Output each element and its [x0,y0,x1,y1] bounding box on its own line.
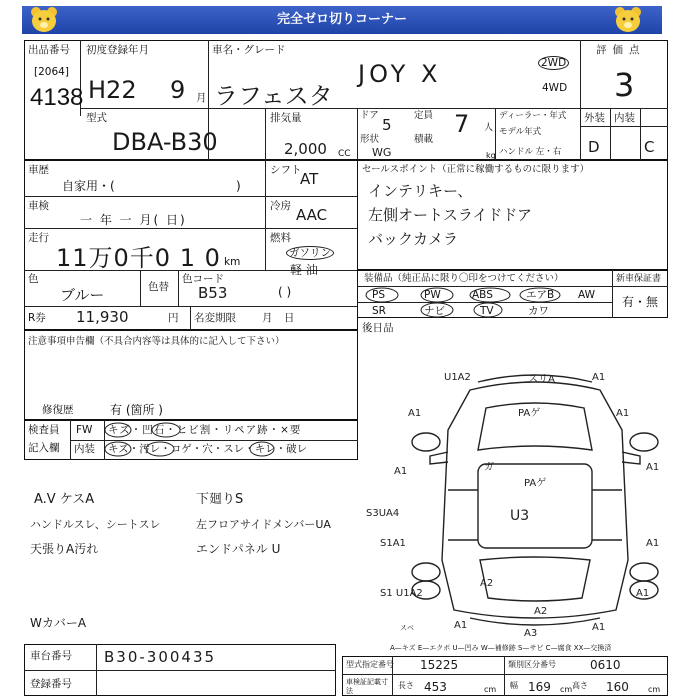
history-close: ) [236,179,241,193]
bear-mascot-icon [28,4,60,36]
drive-4wd: 4WD [542,82,568,94]
sales-line-3: バックカメラ [368,230,459,248]
repair-label: 修復歴 [42,404,74,416]
diagram-legend: A—キズ E—エクボ U—凹み W—補修跡 S—サビ C—腐食 XX—交換済 [390,644,612,652]
shift: AT [300,170,319,188]
cert-label: 車検証記載寸法 [346,678,388,695]
dealer-label: ディーラー・年式 [499,111,567,121]
shape: WG [372,146,392,159]
remark-4: 左フロアサイドメンバーUA [196,518,331,531]
ac: AAC [296,206,328,224]
diag-label: S3UA4 [366,508,400,519]
fuel-paren: ( ) [278,285,292,299]
recycle-unit: 円 [168,312,179,324]
diag-label: A1 [646,538,660,549]
inspection-value: 一 年 一 月( 日) [80,213,187,227]
diag-label: U3 [510,508,530,524]
score-label: 評価点 [596,44,646,56]
history-value: 自家用・( [62,179,115,193]
remark-6: エンドパネル U [196,542,281,556]
type-no: 15225 [420,658,459,672]
equipment-circles [362,286,612,318]
equip-leather: カワ [528,305,549,317]
diag-label: S1 U1A2 [380,588,423,599]
rear-seat-label: 後日品 [362,322,394,334]
banner [22,6,662,34]
diag-label: A1 [408,408,422,419]
exterior-label: 外装 [584,112,605,124]
load-unit: kg [486,151,496,160]
diag-label: S1A1 [380,538,406,549]
diag-label: A2 [534,606,548,617]
sales-label: セールスポイント（正常に稼働するものに限ります） [362,164,590,175]
diag-label: PAゲ [518,408,541,419]
inspector-label-1: 検査員 [28,424,60,436]
equip-navi: ナビ [424,305,445,317]
door-label: ドア [360,110,379,121]
capacity-label: 定員 [414,110,434,121]
exterior-grade: D [588,138,600,156]
displacement-unit: CC [338,149,351,159]
diag-label: A1 [454,620,468,631]
bear-mascot-icon [612,4,644,36]
color: ブルー [60,286,105,304]
remark-7: WカバーA [30,616,87,630]
lot-label: 出品番号 [28,44,70,56]
equip-ps: PS [372,289,385,301]
reg-label: 登録番号 [30,678,72,690]
shift-label: シフト [270,164,302,176]
len: 453 [424,680,447,694]
fw-label: FW [76,424,93,436]
diag-label: A1 [592,622,606,633]
ac-label: 冷房 [270,200,291,212]
equip-pw: PW [424,289,441,301]
diag-label: A1 [616,408,630,419]
diag-label: A1 [592,372,606,383]
chassis: B30-300435 [104,648,217,666]
type-no-label: 型式指定番号 [346,660,394,669]
diag-label: ガ [484,462,494,473]
drive-2wd: 2WD [538,56,569,70]
repair-value: 有 (箇所 ) [110,403,163,417]
sales-line-2: 左側オートスライドドア [368,206,532,224]
lot-code: [2064] [34,66,69,78]
fuel-label: 燃料 [270,232,291,244]
banner-title: 完全ゼロ切りコーナー [276,12,407,27]
category-label: 類別区分番号 [508,660,556,669]
car-damage-diagram [360,360,670,640]
load-label: 積載 [414,134,434,145]
diag-label: A1 [394,466,408,477]
remark-1: A.V ケスA [34,492,95,507]
lot-number: 4138 [30,84,84,111]
name-change-label: 名変期限 [194,312,236,324]
score: 3 [614,66,635,104]
mileage-label: 走行 [28,232,49,244]
model-label: 型式 [86,112,107,124]
model: DBA-B30 [112,128,218,156]
diag-label: A2 [480,578,494,589]
mileage: 11万0千0 1 0 [56,244,221,272]
equip-abs: ABS [472,289,493,301]
model-year-label: モデル年式 [499,127,542,137]
diag-label: U1A2 [444,372,471,383]
recycle-label: R券 [28,312,46,324]
doors: 5 [382,116,392,134]
diag-label: PAゲ [524,478,547,489]
sales-line-1: インテリキー、 [368,182,473,200]
shade-label: 色替 [148,281,169,293]
diag-label: A1 [646,462,660,473]
inspector-circles [104,420,358,460]
notes-label: 注意事項申告欄（不具合内容等は具体的に記入して下さい） [28,336,285,347]
diag-label: A3 [524,628,538,639]
equip-tv: TV [480,305,494,317]
hgt-unit: cm [648,685,661,694]
car-name: ラフェスタ [214,82,333,110]
first-reg-label: 初度登録年月 [86,44,149,56]
wid-label: 幅 [510,681,518,690]
shape-label: 形状 [360,134,380,145]
wid: 169 [528,680,551,694]
chassis-label: 車台番号 [30,650,72,662]
remark-3: ハンドルスレ、シートスレ [30,518,161,531]
grade: JOY X [358,60,442,88]
len-unit: cm [484,685,497,694]
first-reg-month-unit: 月 [196,92,207,104]
displacement: 2,000 [284,140,327,158]
color-code-label: 色コード [182,273,224,285]
int-items: キズ・汚レ・コゲ・穴・スレ・キレ・破レ [108,443,308,455]
equip-airbag: エアB [526,289,555,301]
displacement-label: 排気量 [270,112,302,124]
inspector-label-2: 記入欄 [28,442,60,454]
diag-label: スリA [528,374,555,385]
wid-unit: cm [560,685,573,694]
color-code: B53 [198,284,228,302]
warranty-value: 有・無 [622,295,659,309]
diag-label: スベ [400,624,414,632]
capacity-unit: 人 [484,123,494,133]
inspection-label: 車検 [28,200,49,212]
len-label: 長さ [398,681,414,690]
category: 0610 [590,658,621,672]
color-label: 色 [28,273,39,285]
hgt: 160 [606,680,629,694]
history-label: 車歴 [28,164,49,176]
mileage-unit: km [224,256,241,268]
equip-aw: AW [578,289,595,301]
warranty-label: 新車保証書 [616,274,662,284]
car-name-label: 車名・グレード [212,44,286,56]
fw-items: キズ・凹石・ヒビ割・リペア跡・×要 [108,424,302,436]
remark-5: 天張りA汚れ [30,542,99,556]
first-reg-month: 9 [170,76,186,104]
diag-label: A1 [636,588,650,599]
fuel-diesel: 軽 油 [290,263,318,277]
int-label: 内装 [74,443,95,455]
name-change-value: 月 日 [262,312,299,324]
equip-sr: SR [372,305,386,317]
recycle: 11,930 [76,308,129,326]
hgt-label: 高さ [572,681,588,690]
fuel-gas: ガソリン [286,246,334,260]
equipment-label: 装備品（純正品に限り〇印をつけてください） [364,273,564,284]
interior-grade: C [644,138,655,156]
capacity: 7 [454,110,470,138]
interior-label: 内装 [614,112,635,124]
handle-label: ハンドル 左・右 [499,147,562,157]
first-reg-era: H22 [88,76,137,104]
remark-2: 下廻りS [196,492,244,507]
